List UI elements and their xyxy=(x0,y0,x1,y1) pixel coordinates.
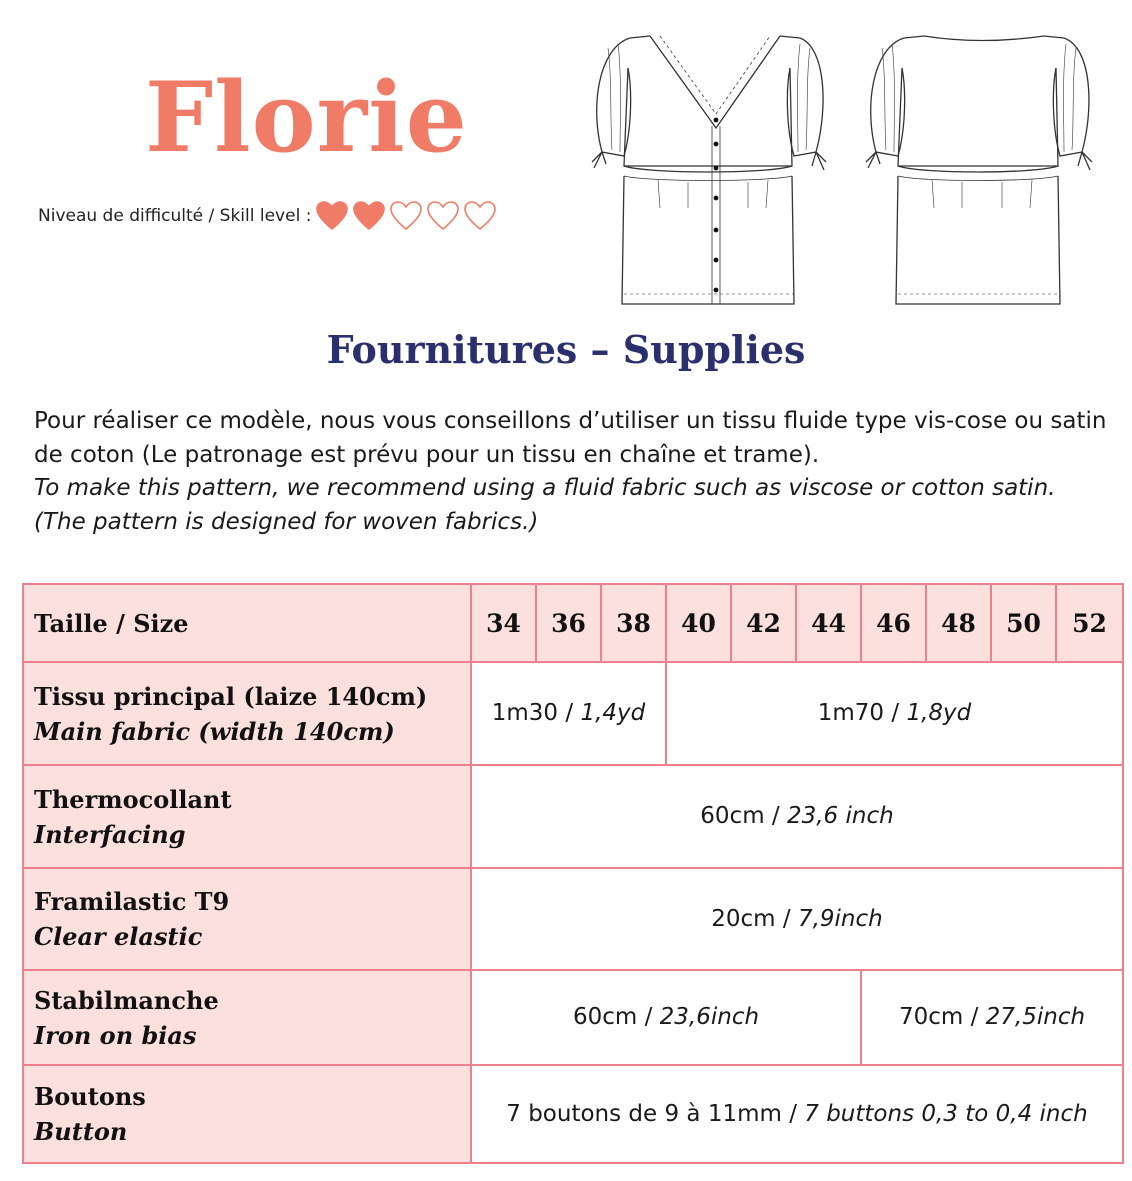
interfacing-label xyxy=(23,765,471,868)
size-cell: 44 xyxy=(796,584,861,662)
heart-outline-icon xyxy=(463,200,497,232)
skill-level-label: Niveau de difficulté / Skill level : xyxy=(38,206,312,226)
size-cell: 38 xyxy=(601,584,666,662)
garment-back-sketch xyxy=(862,28,1102,313)
value-imperial: 23,6 inch xyxy=(786,803,894,829)
intro-text xyxy=(34,405,1114,539)
heart-filled-icon xyxy=(352,200,386,232)
heart-outline-icon xyxy=(389,200,423,232)
intro-english: To make this pattern, we recommend using a fluid fabric such as viscose or cotton satin. (The pattern is designed for woven fabrics.) xyxy=(34,475,1056,535)
buttons-label-fr: Boutons xyxy=(34,1082,146,1111)
size-cell: 42 xyxy=(731,584,796,662)
value-imperial: 7 buttons 0,3 to 0,4 inch xyxy=(804,1100,1088,1127)
bias-large-sizes xyxy=(861,970,1123,1065)
skill-hearts xyxy=(315,200,497,232)
elastic-label-en: Clear elastic xyxy=(34,922,203,951)
value-metric: 60cm / xyxy=(572,1004,660,1030)
interfacing-label-fr: Thermocollant xyxy=(34,784,232,814)
value-imperial: 1,4yd xyxy=(580,700,646,726)
buttons-label xyxy=(23,1065,471,1163)
intro-french: Pour réaliser ce modèle, nous vous conseillons d’utiliser un tissu fluide type vis-cose ou satin de coton (Le patronage est prévu pour un tissu en chaîne et trame). xyxy=(34,408,1107,468)
value-metric: 1m30 / xyxy=(491,700,581,726)
main-fabric-small-sizes xyxy=(471,662,666,765)
main-fabric-large-sizes xyxy=(666,662,1123,765)
size-header-row xyxy=(23,584,1123,662)
supplies-table xyxy=(22,583,1124,1164)
main-fabric-row xyxy=(23,662,1123,765)
value-imperial: 23,6inch xyxy=(659,1004,760,1030)
size-cell: 46 xyxy=(861,584,926,662)
value-imperial: 7,9inch xyxy=(797,905,883,932)
elastic-row xyxy=(23,868,1123,970)
size-cell: 40 xyxy=(666,584,731,662)
value-metric: 70cm / xyxy=(898,1004,986,1030)
main-fabric-label-en: Main fabric (width 140cm) xyxy=(34,716,395,746)
size-cell: 34 xyxy=(471,584,536,662)
skill-level xyxy=(38,200,497,232)
bias-label-fr: Stabilmanche xyxy=(34,985,219,1015)
interfacing-label-en: Interfacing xyxy=(34,819,186,849)
bias-small-sizes xyxy=(471,970,861,1065)
bias-label-en: Iron on bias xyxy=(34,1020,197,1050)
elastic-value xyxy=(471,868,1123,970)
main-fabric-label-fr: Tissu principal (laize 140cm) xyxy=(34,681,428,711)
interfacing-row xyxy=(23,765,1123,868)
main-fabric-label xyxy=(23,662,471,765)
buttons-value xyxy=(471,1065,1123,1163)
size-cell: 48 xyxy=(926,584,991,662)
elastic-label-fr: Framilastic T9 xyxy=(34,887,230,916)
supplies-heading: Fournitures – Supplies xyxy=(326,327,806,372)
value-metric: 20cm / xyxy=(711,905,798,932)
buttons-row xyxy=(23,1065,1123,1163)
pattern-title: Florie xyxy=(145,61,468,174)
bias-row xyxy=(23,970,1123,1065)
size-cell: 50 xyxy=(991,584,1056,662)
interfacing-value xyxy=(471,765,1123,868)
garment-front-sketch xyxy=(588,28,828,313)
size-cell: 52 xyxy=(1056,584,1123,662)
value-imperial: 27,5inch xyxy=(985,1004,1086,1030)
bias-label xyxy=(23,970,471,1065)
value-imperial: 1,8yd xyxy=(906,700,972,726)
elastic-label xyxy=(23,868,471,970)
value-metric: 7 boutons de 9 à 11mm / xyxy=(506,1100,805,1127)
value-metric: 60cm / xyxy=(700,803,787,829)
heart-outline-icon xyxy=(426,200,460,232)
value-metric: 1m70 / xyxy=(817,700,907,726)
heart-filled-icon xyxy=(315,200,349,232)
size-header-label: Taille / Size xyxy=(23,584,471,662)
buttons-label-en: Button xyxy=(34,1117,128,1146)
size-cell: 36 xyxy=(536,584,601,662)
